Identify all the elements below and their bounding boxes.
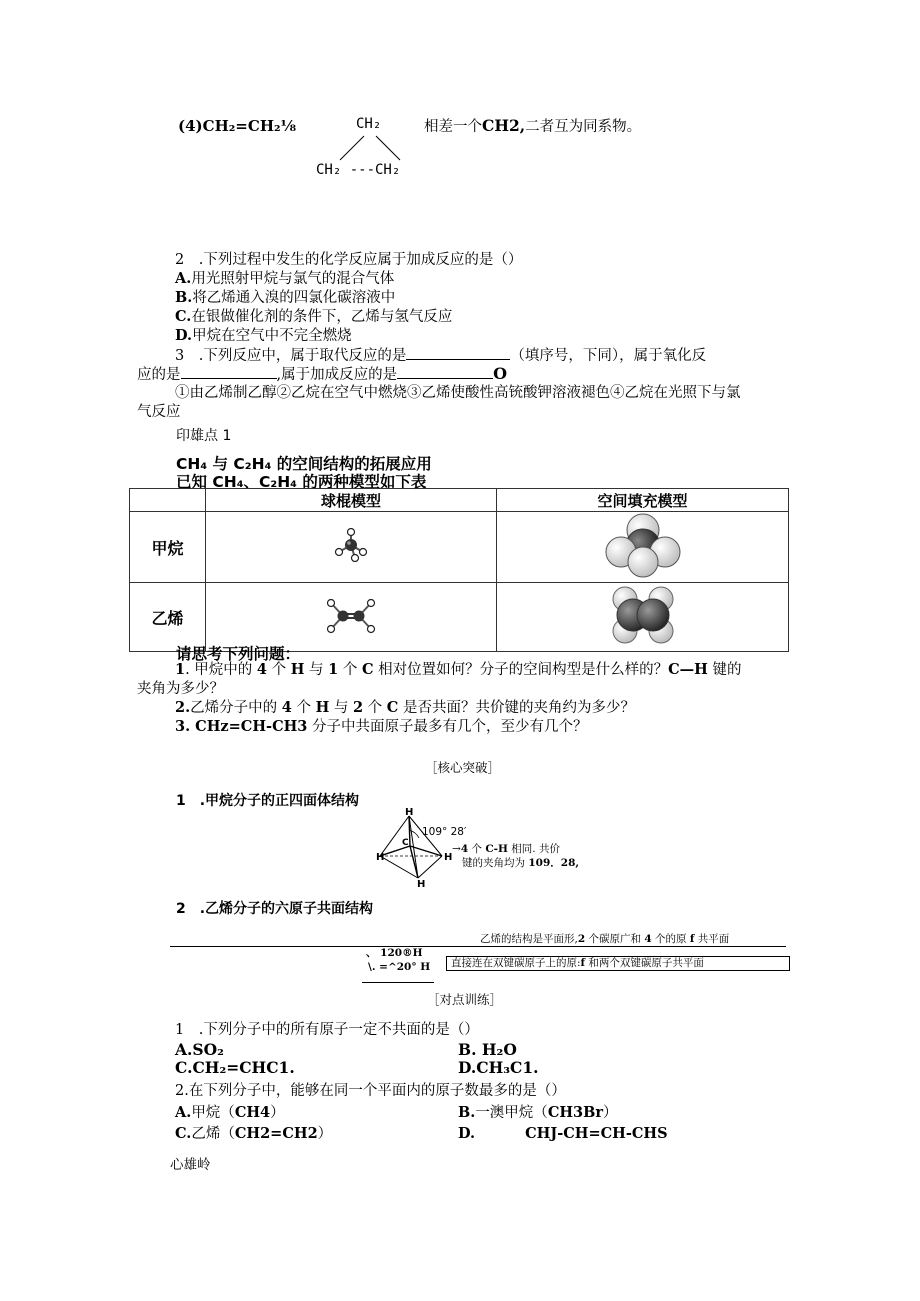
q3-line2 (137, 365, 507, 384)
think-q2-c: C (386, 699, 399, 716)
q2-option-c (175, 308, 452, 326)
p2-a-end: ） (270, 1105, 285, 1121)
think-q1-text-b: 个 (267, 662, 291, 678)
think-title: 请思考下列问题： (176, 645, 301, 663)
topic-title: CH₄ 与 C₂H₄ 的空间结构的拓展应用 (176, 455, 432, 473)
ethylene-note-top-c: 个碳原广和 (585, 933, 645, 945)
think-q1-text-d: 个 (338, 662, 362, 678)
ethylene-note-top-a: 乙烯的结构是平面形, (480, 933, 578, 945)
ethylene-left-bottom: \. =^20° H (368, 961, 431, 973)
q2-option-c-text: 在银做催化剂的条件下，乙烯与氢气反应 (191, 309, 453, 325)
models-table-header-row (130, 489, 789, 512)
p2-a-text: 甲烷（ (191, 1105, 235, 1121)
q2-stem: 2 .下列过程中发生的化学反应属于加成反应的是（） (175, 252, 523, 268)
core-item-1: 1 .甲烷分子的正四面体结构 (176, 793, 360, 809)
think-q2 (175, 699, 635, 717)
methane-space-fill-cell (497, 512, 789, 583)
footer-text: 心雄岭 (170, 1157, 211, 1173)
tetra-note2-text: 键的夹角均为 (462, 857, 529, 869)
p2-b-end: ） (603, 1105, 618, 1121)
q3-line2-a: 应的是 (137, 367, 181, 383)
think-q2-count-c: 2 (352, 699, 364, 716)
row-label-methane: 甲烷 (130, 512, 206, 583)
p2-b-key: B. (458, 1104, 476, 1121)
ring-top-formula: CH₂ (356, 116, 382, 132)
q2-option-d-text: 甲烷在空气中不完全燃烧 (192, 328, 352, 344)
tetra-h-left: H (376, 852, 385, 863)
q2-option-a-key: A. (175, 270, 192, 287)
q3-blank-oxidation (181, 365, 277, 379)
q2-option-a-text: 用光照射甲烷与氯气的混合气体 (191, 271, 395, 287)
practice-q2-option-b (458, 1104, 618, 1122)
cyclopropane-bonds (318, 132, 418, 164)
practice-q2-stem: 2.在下列分子中，能够在同一个平面内的原子数最多的是（） (175, 1083, 566, 1099)
p2-a-formula: CH4 (234, 1104, 271, 1121)
q2-option-d-key: D. (175, 327, 193, 344)
think-q1-count-h: 4 (256, 661, 268, 678)
q2-option-b (175, 289, 395, 307)
ethylene-box-b: f (580, 957, 586, 969)
p2-b-text: 一澳甲烷（ (475, 1105, 548, 1121)
practice-q1-option-d: D.CH₃C1. (458, 1058, 539, 1077)
ethylene-note-top-d: 4 (644, 933, 652, 945)
p2-d-key: D. (458, 1125, 476, 1142)
think-q1-text-e: 相对位置如何？分子的空间构型是什么样的？ (373, 662, 669, 678)
q2-option-d (175, 327, 352, 345)
tetra-note-count: 4 (460, 843, 469, 855)
practice-q1-option-b: B. H₂O (458, 1040, 517, 1059)
think-q2-text-d: 个 (363, 700, 387, 716)
ethylene-box-a: 直接连在双键碳原子上的原: (451, 957, 581, 969)
p2-d-formula: CHJ-CH=CH-CHS (525, 1125, 668, 1142)
methane-tetrahedron-diagram (368, 808, 458, 894)
tetra-note-line1 (452, 843, 560, 856)
tetra-angle-label: 109° 28′ (422, 826, 467, 838)
think-q1-bond: C—H (668, 661, 708, 678)
q3-blank-substitution (406, 346, 510, 360)
think-q2-text-b: 个 (291, 700, 316, 716)
practice-heading: ［对点训练］ (427, 992, 503, 1007)
tetra-note-line2 (462, 857, 579, 870)
q2-option-a (175, 270, 394, 288)
ethylene-box-c: 和两个双键碳原子共平面 (585, 957, 704, 969)
ethylene-note-top-g: 共平面 (694, 933, 730, 945)
section4-note-bold: CH2, (482, 116, 526, 135)
methane-ball-stick-model (331, 528, 371, 562)
core-item-2: 2 .乙烯分子的六原子共面结构 (176, 901, 374, 917)
topic-subtitle: 已知 CH₄、C₂H₄ 的两种模型如下表 (176, 473, 427, 491)
models-table-header-ballstick: 球棍模型 (206, 489, 497, 512)
practice-q2-option-a (175, 1104, 285, 1122)
q2-option-c-key: C. (175, 308, 192, 325)
q3-line2-b: ,属于加成反应的是 (276, 367, 398, 383)
think-q3-text: 分子中共面原子最多有几个，至少有几个？ (307, 719, 588, 735)
think-q1-h: H (290, 661, 305, 678)
practice-q1-option-a: A.SO₂ (175, 1040, 224, 1059)
tetra-h-right: H (444, 852, 453, 863)
think-q1-text-c: 与 (304, 662, 329, 678)
q3-line1 (175, 346, 706, 365)
core-heading: ［核心突破］ (425, 760, 501, 775)
practice-q2-option-d (458, 1125, 668, 1143)
q2-option-b-text: 将乙烯通入溴的四氯化碳溶液中 (192, 290, 396, 306)
ethylene-note-top-b: 2 (577, 933, 586, 945)
q2-option-b-key: B. (175, 289, 193, 306)
tetra-c-center: C (402, 838, 409, 848)
row-label-ethylene: 乙烯 (130, 583, 206, 652)
tetra-note-text-a: 个 (468, 843, 486, 855)
think-q1-text-a: . 甲烷中的 (185, 662, 257, 678)
ethylene-note-box (446, 956, 790, 971)
think-q1-c: C (361, 661, 374, 678)
tetra-note2-angle: 109．28, (528, 857, 580, 869)
practice-q1-stem: 1 .下列分子中的所有原子一定不共面的是（） (175, 1022, 479, 1038)
think-q3-formula: 3. CHz=CH-CH3 (175, 718, 308, 735)
ring-bottom-formula: CH₂ ---CH₂ (316, 162, 401, 178)
think-q2-count-h: 4 (281, 699, 292, 716)
q3-line2-end: O (493, 364, 508, 383)
section4-note-text: 相差一个 (424, 119, 482, 135)
think-q1-text-f: 键的 (707, 662, 742, 678)
q3-line1-b: （填序号，下同），属于氧化反 (510, 348, 707, 364)
arrow-icon: → (452, 843, 461, 855)
models-table-header-empty (130, 489, 206, 512)
tetra-note-bond: C-H (485, 843, 508, 855)
think-q2-text-e: 是否共面？共价键的夹角约为多少？ (398, 700, 635, 716)
p2-b-formula: CH3Br (547, 1104, 604, 1121)
ethylene-left-top: 、 120®H (366, 947, 423, 959)
section4-label: (4)CH₂=CH₂⅛ (178, 117, 297, 135)
practice-q2-option-c (175, 1125, 332, 1143)
think-q1-count-c: 1 (328, 661, 339, 678)
q3-blank-addition (397, 365, 493, 379)
table-row (130, 512, 789, 583)
tetra-note-text-b: 相同. 共价 (507, 843, 560, 855)
p2-c-formula: CH2=CH2 (234, 1125, 318, 1142)
think-q2-text-a: 乙烯分子中的 (190, 700, 282, 716)
tetra-h-bottom: H (417, 879, 426, 890)
models-table-header-spacefill: 空间填充模型 (497, 489, 789, 512)
ethylene-note-top (480, 933, 729, 946)
q3-line3: ①由乙烯制乙醇②乙烷在空气中燃烧③乙烯使酸性高铳酸钾溶液褪色④乙烷在光照下与氯 (175, 385, 741, 401)
section4-note (424, 117, 641, 136)
ethylene-ball-stick-model (324, 595, 378, 635)
methane-ball-stick-cell (206, 512, 497, 583)
p2-c-end: ） (317, 1126, 333, 1142)
practice-q1-option-c: C.CH₂=CHC1. (175, 1058, 295, 1077)
models-table (129, 488, 789, 652)
ethylene-space-fill-cell (497, 583, 789, 652)
think-q1-line2: 夹角为多少？ (137, 681, 224, 697)
ethylene-note-top-e: 个的原 (651, 933, 690, 945)
divider-line-short (362, 982, 434, 983)
q3-line4: 气反应 (137, 404, 181, 420)
think-q2-text-c: 与 (329, 700, 353, 716)
ethylene-note-top-f: f (689, 933, 695, 945)
p2-c-text: 乙烯（ (191, 1126, 235, 1142)
q3-line1-a: 3 .下列反应中，属于取代反应的是 (175, 348, 407, 364)
divider-line (170, 946, 786, 947)
p2-a-key: A. (175, 1104, 192, 1121)
think-q2-number: 2. (175, 699, 191, 716)
think-q1 (175, 661, 741, 679)
methane-space-fill-model (603, 512, 683, 578)
p2-c-key: C. (175, 1125, 192, 1142)
ethylene-space-fill-model (603, 585, 683, 645)
think-q2-h: H (315, 699, 330, 716)
think-q1-number: 1 (175, 661, 186, 678)
point-label: 印雄点 1 (176, 428, 232, 444)
section4-note-tail: 二者互为同系物。 (525, 119, 642, 135)
tetra-h-top: H (405, 807, 414, 818)
think-q3 (175, 718, 588, 736)
